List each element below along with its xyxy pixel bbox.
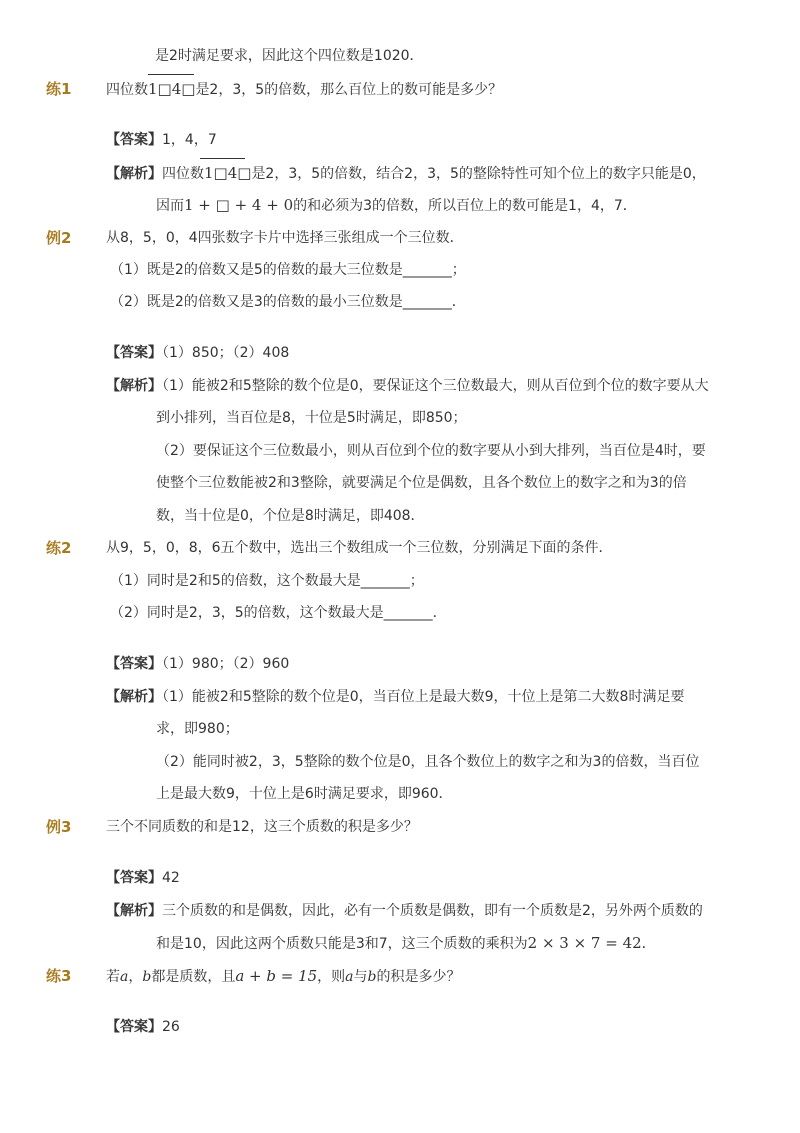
explanation-li3-line1: [106, 901, 703, 921]
explanation-text: （1）能被2和5整除的数个位是0，当百位上是最大数9，十位上是第二大数8时满足要: [162, 689, 685, 705]
question-lian1: [106, 79, 502, 100]
explanation-label: 【解析】: [106, 903, 162, 919]
question-lian2-part1: （1）同时是2和5的倍数，这个数最大是_______；: [110, 573, 424, 589]
continuation-text: 是2时满足要求，因此这个四位数是1020．: [155, 48, 424, 64]
answer-label: 【答案】: [106, 1019, 162, 1035]
question-text: 若: [106, 969, 120, 985]
example-tag-li3: 例3: [46, 818, 72, 836]
variable-a: a: [120, 969, 129, 985]
question-li2-part1: （1）既是2的倍数又是5的倍数的最大三位数是_______；: [110, 262, 466, 278]
explanation-li2-line4: 使整个三位数能被2和3整除，就要满足个位是偶数，且各个数位上的数字之和为3的倍: [156, 475, 687, 491]
answer-value: 26: [162, 1019, 180, 1035]
explanation-prefix: 和是10，因此这两个质数只能是3和7，这三个质数的乘积为: [156, 936, 528, 952]
four-digit-number: 1□4□: [148, 80, 196, 98]
answer-value: （1）850；（2）408: [162, 345, 290, 361]
explanation-li2-line2: 到小排列，当百位是8，十位是5时满足，即850；: [156, 410, 467, 426]
explanation-lian2-line1: [106, 687, 684, 707]
answer-value: 1，4，7: [162, 132, 217, 148]
answer-lian1: [106, 130, 217, 150]
explanation-li2-line1: [106, 376, 709, 396]
explanation-li2-line3: （2）要保证这个三位数最小，则从百位到个位的数字要从小到大排列，当百位是4时，要: [156, 443, 706, 459]
explanation-lian2-line4: 上是最大数9，十位上是6时满足要求，即960．: [156, 786, 453, 802]
variable-b: b: [367, 969, 377, 985]
explanation-label: 【解析】: [106, 166, 162, 182]
question-prefix: 四位数: [106, 82, 148, 98]
question-text: ，: [128, 969, 143, 985]
question-lian3: [106, 966, 461, 987]
sum-equation: a + b = 15: [235, 967, 318, 985]
answer-label: 【答案】: [106, 132, 162, 148]
explanation-lian2-line3: （2）能同时被2，3，5整除的数个位是0，且各个数位上的数字之和为3的倍数，当百位: [156, 754, 700, 770]
question-suffix: 是2，3，5的倍数，那么百位上的数可能是多少？: [195, 82, 503, 98]
answer-li3: [106, 868, 180, 888]
explanation-prefix: 因而: [156, 198, 184, 214]
explanation-lian1-line2: [156, 195, 637, 216]
answer-lian3: [106, 1017, 180, 1037]
explanation-text: 三个质数的和是偶数，因此，必有一个质数是偶数，即有一个质数是2，另外两个质数的: [162, 903, 703, 919]
question-lian2: 从9，5，0，8，6五个数中，选出三个数组成一个三位数，分别满足下面的条件．: [106, 540, 613, 556]
exercise-tag-lian1: 练1: [46, 80, 72, 98]
product-expression: 2 × 3 × 7 = 42: [527, 934, 642, 952]
variable-a: a: [345, 969, 354, 985]
answer-value: （1）980；（2）960: [162, 656, 290, 672]
answer-lian2: [106, 654, 289, 674]
example-tag-li2: 例2: [46, 229, 72, 247]
exercise-tag-lian3: 练3: [46, 967, 72, 985]
exercise-tag-lian2: 练2: [46, 539, 72, 557]
question-li3: 三个不同质数的和是12，这三个质数的积是多少？: [106, 819, 418, 835]
answer-label: 【答案】: [106, 345, 162, 361]
answer-li2: [106, 343, 289, 363]
explanation-suffix: ．: [641, 936, 656, 952]
question-li2: 从8，5，0，4四张数字卡片中选择三张组成一个三位数．: [106, 230, 464, 246]
answer-label: 【答案】: [106, 870, 162, 886]
explanation-suffix: 是2，3，5的倍数，结合2，3，5的整除特性可知个位上的数字只能是0，: [251, 166, 706, 182]
answer-value: 42: [162, 870, 180, 886]
four-digit-number: 1□4□: [204, 164, 252, 182]
explanation-label: 【解析】: [106, 378, 162, 394]
variable-b: b: [142, 969, 152, 985]
question-text: ，则: [317, 969, 346, 985]
explanation-li2-line5: 数，当十位是0，个位是8时满足，即408．: [156, 508, 425, 524]
explanation-prefix: 四位数: [162, 166, 204, 182]
question-text: 与: [353, 969, 368, 985]
explanation-label: 【解析】: [106, 689, 162, 705]
explanation-text: （1）能被2和5整除的数个位是0，要保证这个三位数最大，则从百位到个位的数字要从大: [162, 378, 709, 394]
overline-mark: [200, 158, 245, 159]
question-text: 的积是多少？: [376, 969, 461, 985]
question-text: 都是质数，且: [151, 969, 236, 985]
answer-label: 【答案】: [106, 656, 162, 672]
explanation-lian1-line1: [106, 163, 706, 184]
explanation-suffix: 的和必须为3的倍数，所以百位上的数可能是1，4，7．: [293, 198, 637, 214]
overline-mark: [148, 74, 194, 75]
question-li2-part2: （2）既是2的倍数又是3的倍数的最小三位数是_______．: [110, 294, 466, 310]
sum-expression: 1 + □ + 4 + 0: [184, 196, 294, 214]
explanation-li3-line2: [156, 933, 656, 954]
question-lian2-part2: （2）同时是2，3，5的倍数，这个数最大是_______．: [110, 605, 447, 621]
explanation-lian2-line2: 求，即980；: [156, 721, 239, 737]
